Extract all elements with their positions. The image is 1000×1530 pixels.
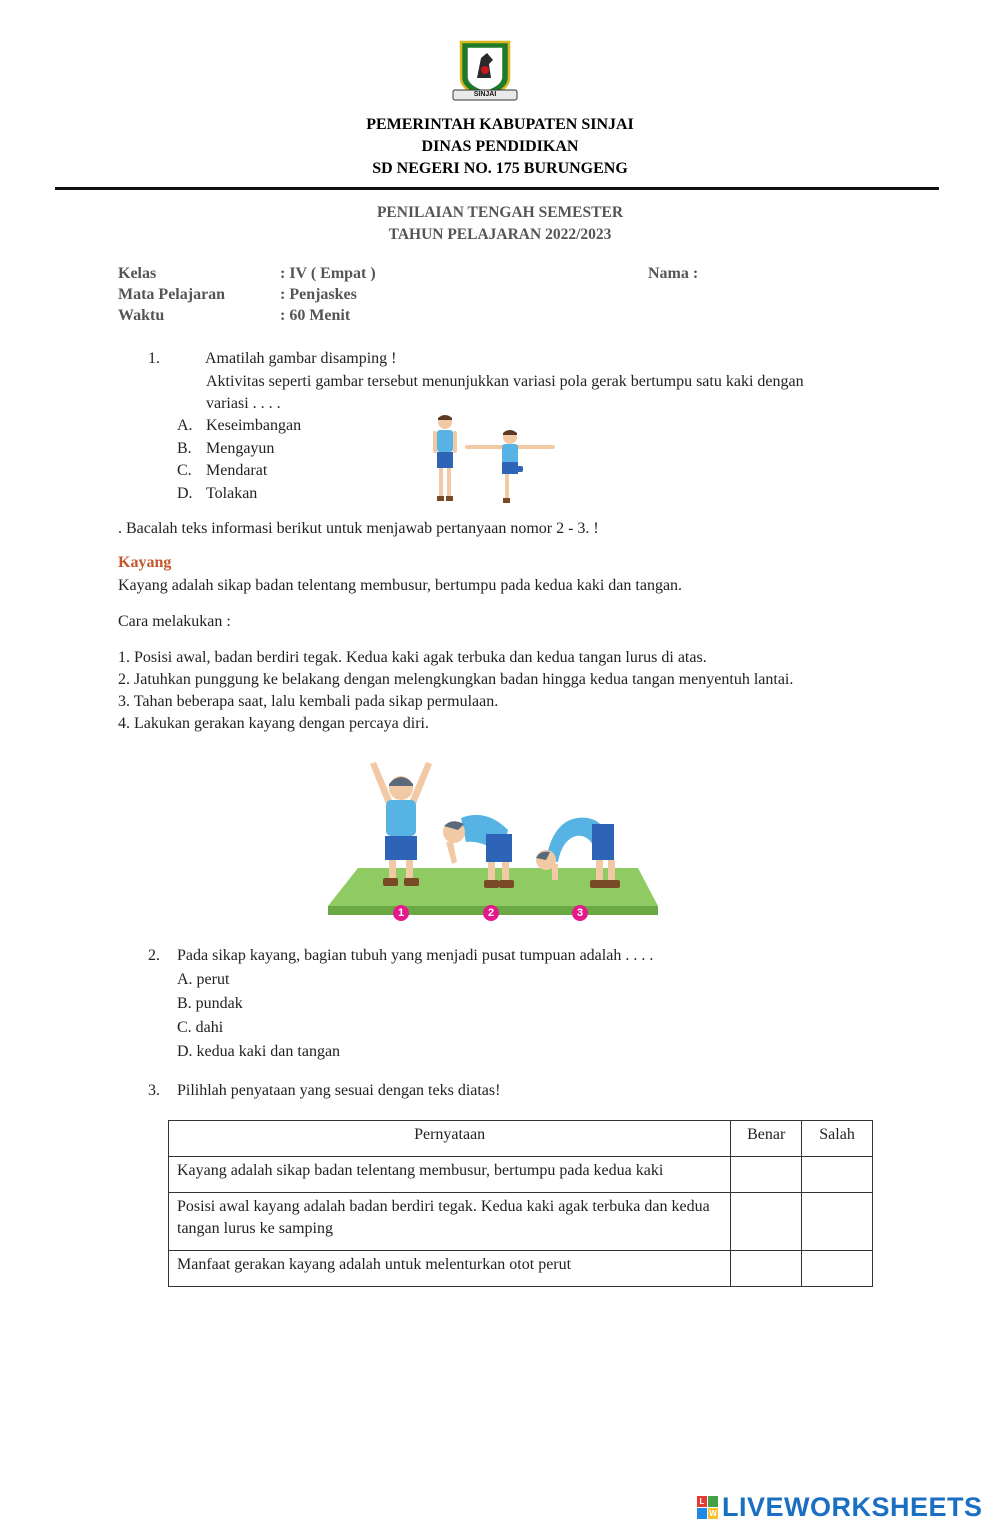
nama-label: Nama :	[648, 265, 699, 282]
q2-option-c[interactable]: C. dahi	[177, 1019, 224, 1036]
statement-1-salah-cell[interactable]	[802, 1157, 873, 1193]
reading-step-1: 1. Posisi awal, badan berdiri tegak. Kedua kaki agak terbuka dan kedua tangan lurus di atas.	[118, 649, 707, 666]
q1-number: 1.	[148, 350, 160, 367]
q1-option-c-key: C.	[177, 462, 192, 479]
q2-number: 2.	[148, 947, 160, 964]
balance-illustration	[425, 412, 560, 506]
q1-option-d-key: D.	[177, 485, 193, 502]
statement-3: Manfaat gerakan kayang adalah untuk melenturkan otot perut	[169, 1251, 731, 1287]
header-department: DINAS PENDIDIKAN	[421, 138, 579, 155]
q3-number: 3.	[148, 1082, 160, 1099]
q1-option-a-key: A.	[177, 417, 193, 434]
liveworksheets-brand[interactable]: LIVEWORKSHEETS	[722, 1492, 983, 1522]
table-row	[169, 1157, 873, 1193]
reading-step-2: 2. Jatuhkan punggung ke belakang dengan melengkungkan badan hingga kedua tangan menyentuh lantai.	[118, 671, 794, 688]
q2-question: Pada sikap kayang, bagian tubuh yang menjadi pusat tumpuan adalah . . . .	[177, 947, 654, 964]
exam-year: TAHUN PELAJARAN 2022/2023	[388, 226, 612, 243]
kelas-label: Kelas	[118, 265, 157, 282]
waktu-label: Waktu	[118, 307, 165, 324]
q1-option-b-key: B.	[177, 440, 192, 457]
badge-letter-l: L	[697, 1496, 707, 1507]
kayang-step1-figure-icon	[370, 762, 432, 886]
q2-option-b[interactable]: B. pundak	[177, 995, 243, 1012]
statement-1-benar-cell[interactable]	[731, 1157, 802, 1193]
q1-option-c[interactable]: Mendarat	[206, 462, 268, 479]
q2-option-a[interactable]: A. perut	[177, 971, 230, 988]
one-leg-balance-child-icon	[465, 430, 555, 503]
liveworksheets-logo-icon	[697, 1496, 719, 1520]
q2-option-d[interactable]: D. kedua kaki dan tangan	[177, 1043, 341, 1060]
q1-option-b[interactable]: Mengayun	[206, 440, 275, 457]
reading-method-label: Cara melakukan :	[118, 613, 231, 630]
reading-instruction: . Bacalah teks informasi berikut untuk menjawab pertanyaan nomor 2 - 3. !	[118, 520, 599, 537]
statement-2-salah-cell[interactable]	[802, 1193, 873, 1251]
q1-question-cont: variasi . . . .	[206, 395, 281, 412]
mapel-label: Mata Pelajaran	[118, 286, 226, 303]
kayang-illustration	[326, 756, 660, 922]
statement-2: Posisi awal kayang adalah badan berdiri tegak. Kedua kaki agak terbuka dan kedua tangan lurus ke samping	[169, 1193, 731, 1251]
mapel-value: : Penjaskes	[280, 286, 357, 303]
q1-option-a[interactable]: Keseimbangan	[206, 417, 302, 434]
header-benar: Benar	[731, 1121, 802, 1157]
header-salah: Salah	[802, 1121, 873, 1157]
reading-title: Kayang	[118, 554, 172, 571]
q1-option-d[interactable]: Tolakan	[206, 485, 258, 502]
reading-step-4: 4. Lakukan gerakan kayang dengan percaya diri.	[118, 715, 429, 732]
q1-question: Aktivitas seperti gambar tersebut menunjukkan variasi pola gerak bertumpu satu kaki dengan	[206, 373, 804, 390]
logo-ribbon-text: SINJAI	[473, 91, 497, 98]
header-government: PEMERINTAH KABUPATEN SINJAI	[366, 116, 634, 133]
header-divider	[55, 187, 939, 190]
header-school: SD NEGERI NO. 175 BURUNGENG	[372, 160, 628, 177]
q1-prompt: Amatilah gambar disamping !	[205, 350, 397, 367]
reading-step-3: 3. Tahan beberapa saat, lalu kembali pada sikap permulaan.	[118, 693, 499, 710]
statement-1: Kayang adalah sikap badan telentang membusur, bertumpu pada kedua kaki	[169, 1157, 731, 1193]
reading-definition: Kayang adalah sikap badan telentang membusur, bertumpu pada kedua kaki dan tangan.	[118, 577, 683, 594]
header-pernyataan: Pernyataan	[169, 1121, 731, 1157]
statement-3-benar-cell[interactable]	[731, 1251, 802, 1287]
step-marker-1-label: 1	[397, 907, 405, 919]
exam-title: PENILAIAN TENGAH SEMESTER	[376, 204, 624, 221]
step-marker-3-label: 3	[576, 907, 584, 919]
statement-2-benar-cell[interactable]	[731, 1193, 802, 1251]
table-row	[169, 1193, 873, 1251]
statement-3-salah-cell[interactable]	[802, 1251, 873, 1287]
standing-child-icon	[433, 415, 457, 501]
waktu-value: : 60 Menit	[280, 307, 351, 324]
q3-question: Pilihlah penyataan yang sesuai dengan teks diatas!	[177, 1082, 501, 1099]
table-row	[169, 1251, 873, 1287]
step-marker-2-label: 2	[487, 907, 495, 919]
statement-table	[168, 1120, 873, 1287]
kelas-value: : IV ( Empat )	[280, 265, 376, 282]
badge-letter-w: W	[709, 1509, 717, 1518]
